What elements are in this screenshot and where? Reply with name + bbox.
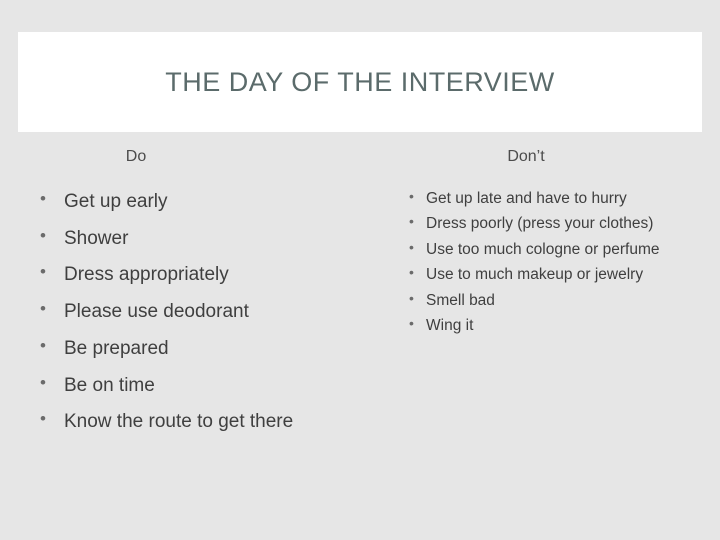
two-column-content xyxy=(24,148,696,445)
list-item: • Wing it xyxy=(406,315,696,336)
page-title: THE DAY OF THE INTERVIEW xyxy=(165,66,555,97)
list-item: • Smell bad xyxy=(406,290,696,311)
list-item: • Dress poorly (press your clothes) xyxy=(406,213,696,234)
column-dont xyxy=(364,148,696,445)
list-item: • Get up early xyxy=(38,188,364,216)
column-do xyxy=(24,148,364,445)
list-item: • Shower xyxy=(38,225,364,253)
list-item: • Be on time xyxy=(38,372,364,400)
dont-list xyxy=(406,188,696,336)
title-band xyxy=(18,32,702,132)
list-item: • Use to much makeup or jewelry xyxy=(406,264,696,285)
do-list xyxy=(38,188,364,436)
list-item: • Get up late and have to hurry xyxy=(406,188,696,209)
list-item: • Use too much cologne or perfume xyxy=(406,239,696,260)
list-item: • Please use deodorant xyxy=(38,298,364,326)
list-item: • Be prepared xyxy=(38,335,364,363)
column-do-heading: Do xyxy=(125,148,147,165)
list-item: • Know the route to get there xyxy=(38,408,364,436)
list-item: • Dress appropriately xyxy=(38,261,364,289)
column-dont-heading: Don’t xyxy=(507,148,545,165)
